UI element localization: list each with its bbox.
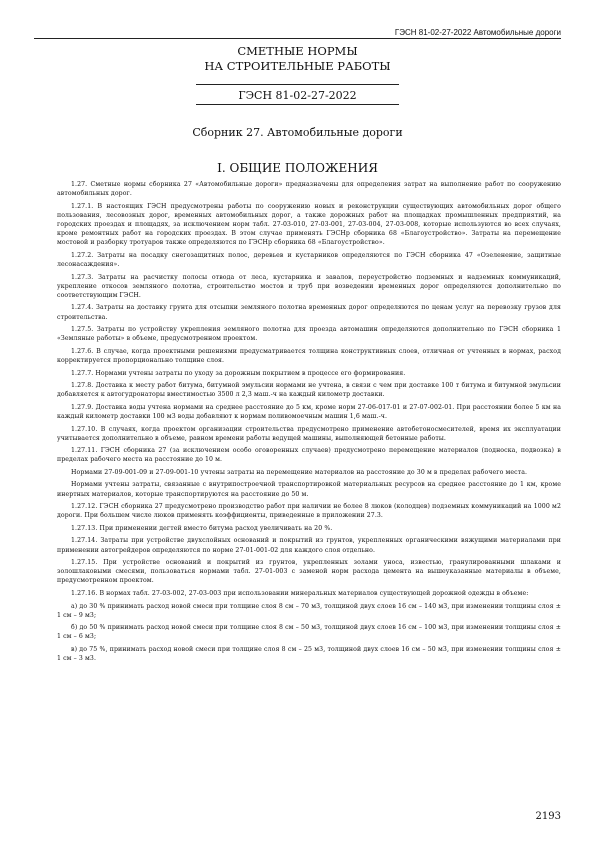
body-paragraph: 1.27.14. Затраты при устройстве двухслойных оснований и покрытий из грунтов, укрепленных органическими вяжущими материалами при применении автогрейдеров определяются по норме 27-01-001-02 для каждого слоя отдельно. bbox=[57, 537, 561, 554]
document-title bbox=[0, 44, 595, 74]
list-item: а) до 30 % принимать расход новой смеси при толщине слоя 8 см – 70 м3, толщиной двух слоев 16 см – 140 м3, при изменении толщины слоя ± 1 см – 9 м3; bbox=[57, 602, 561, 619]
body-paragraph: 1.27.6. В случае, когда проектными решениями предусматривается толщина конструктивных слоев, отличная от учтенных в нормах, расход корректируется пропорционально толщине слоя. bbox=[57, 347, 561, 364]
body-paragraph: 1.27.3. Затраты на расчистку полосы отвода от леса, кустарника и завалов, переустройство подземных и надземных коммуникаций, укрепление откосов земляного полотна, строительство мостов и труб при возведении временных дорог определяются дополнительно по соответствующим ГЭСН. bbox=[57, 273, 561, 299]
list-item: б) до 50 % принимать расход новой смеси при толщине слоя 8 см – 50 м3, толщиной двух слоев 16 см – 100 м3, при изменении толщины слоя ± 1 см – 6 м3; bbox=[57, 624, 561, 641]
title-rule-top bbox=[196, 84, 399, 85]
document-body bbox=[57, 180, 561, 667]
running-header: ГЭСН 81-02-27-2022 Автомобильные дороги bbox=[394, 28, 561, 37]
title-line-2: НА СТРОИТЕЛЬНЫЕ РАБОТЫ bbox=[204, 59, 391, 73]
header-rule bbox=[34, 38, 561, 39]
body-paragraph: 1.27.5. Затраты по устройству укрепления земляного полотна для проезда автомашин определяются дополнительно по ГЭСН сборника 1 «Земляные работы» в объеме, предусмотренном проектом. bbox=[57, 326, 561, 343]
body-paragraph: Нормами 27-09-001-09 и 27-09-001-10 учтены затраты на перемещение материалов на расстояние до 30 м в пределах рабочего места. bbox=[71, 468, 528, 476]
body-paragraph: 1.27.15. При устройстве оснований и покрытий из грунтов, укрепленных золами уноса, известью, гранулированными шлаками и золошлаковыми смесями, пользоваться нормами табл. 27-01-003 с заменой норм расхода цемента на вышеуказанные материалы в объеме, предусмотренном проектом. bbox=[57, 559, 561, 585]
body-paragraph: 1.27.7. Нормами учтены затраты по уходу за дорожным покрытием в процессе его формирования. bbox=[71, 369, 406, 377]
title-rule-bottom bbox=[196, 104, 399, 105]
body-paragraph: 1.27.9. Доставка воды учтена нормами на среднее расстояние до 5 км, кроме норм 27-06-017-01 и 27-07-002-01. При расстоянии более 5 км на каждый километр доставки 100 м3 воды добавляют к нормам поливомоечным машин 1,6 маш.-ч. bbox=[57, 403, 561, 420]
section-title: Сборник 27. Автомобильные дороги bbox=[192, 126, 403, 139]
document-code: ГЭСН 81-02-27-2022 bbox=[238, 89, 357, 102]
body-paragraph: 1.27. Сметные нормы сборника 27 «Автомобильные дороги» предназначены для определения затрат на выполнение работ по сооружению автомобильных дорог. bbox=[57, 181, 561, 198]
chapter-title: I. ОБЩИЕ ПОЛОЖЕНИЯ bbox=[217, 161, 378, 175]
body-paragraph: 1.27.1. В настоящих ГЭСН предусмотрены работы по сооружению новых и реконструкции существующих автомобильных дорог общего пользования, лесовозных дорог, временных автомобильных дорог, а также дорожных работ на площадках промышленных предприятий, на городских проездах и площадях, за исключением норм табл. 27-03-010, 27-03-001, 27-03-004, 27-03-008, которые используются во всех случаях, кроме ремонтных работ на городских проездах. В этом случае применять ГЭСНр сборника 68 «Благоустройство». Затраты на перемещение мостовой и разборку тротуаров также определяются по ГЭСНр сборника 68 «Благоустройство». bbox=[57, 202, 561, 247]
body-paragraph: 1.27.4. Затраты на доставку грунта для отсыпки земляного полотна временных дорог определяются по ценам услуг на перевозку грузов для строительства. bbox=[57, 304, 561, 321]
page-number: 2193 bbox=[535, 811, 561, 822]
body-paragraph: 1.27.8. Доставка к месту работ битума, битумной эмульсии нормами не учтена, в связи с чем при доставке 100 т битума и битумной эмульсии добавляется к автогудронаторы вместимостью 3500 л 2,3 маш.-ч на каждый километр доставки. bbox=[57, 382, 561, 399]
body-paragraph: Нормами учтены затраты, связанные с внутрипостроечной транспортировкой материальных ресурсов на среднее расстояние до 1 км, кроме инертных материалов, которые транспортируются на расстояние до 50 м. bbox=[57, 481, 561, 498]
list-item: в) до 75 %, принимать расход новой смеси при толщине слоя 8 см – 25 м3, толщиной двух слоев 16 см – 50 м3, при изменении толщины слоя ± 1 см – 3 м3. bbox=[57, 645, 561, 663]
body-paragraph: 1.27.11. ГЭСН сборника 27 (за исключением особо оговоренных случаев) предусмотрено перемещение материалов (подноска, подвозка) в пределах рабочего места на расстояние до 10 м. bbox=[57, 447, 561, 464]
body-paragraph: 1.27.12. ГЭСН сборника 27 предусмотрено производство работ при наличии не более 8 люков (колодцев) подземных коммуникаций на 1000 м2 дороги. При большем числе люков применять коэффициенты, приведенные в приложении 27.3. bbox=[57, 503, 561, 520]
body-paragraph: 1.27.2. Затраты на посадку снегозащитных полос, деревьев и кустарников определяются по ГЭСН сборника 47 «Озеленение, защитные лесонасаждения». bbox=[57, 251, 561, 269]
body-paragraph: 1.27.13. При применении дегтей вместо битума расход увеличивать на 20 %. bbox=[71, 524, 333, 532]
title-line-1: СМЕТНЫЕ НОРМЫ bbox=[237, 44, 358, 58]
body-paragraph: 1.27.16. В нормах табл. 27-03-002, 27-03-003 при использовании минеральных материалов существующей дорожной одежды в объеме: bbox=[71, 589, 529, 597]
body-paragraph: 1.27.10. В случаях, когда проектом организации строительства предусмотрено применение автобетоносмесителей, время их эксплуатации учитывается дополнительно в объеме, равном времени работы ведущей машины, выполняющей бетонные работы. bbox=[57, 425, 561, 442]
